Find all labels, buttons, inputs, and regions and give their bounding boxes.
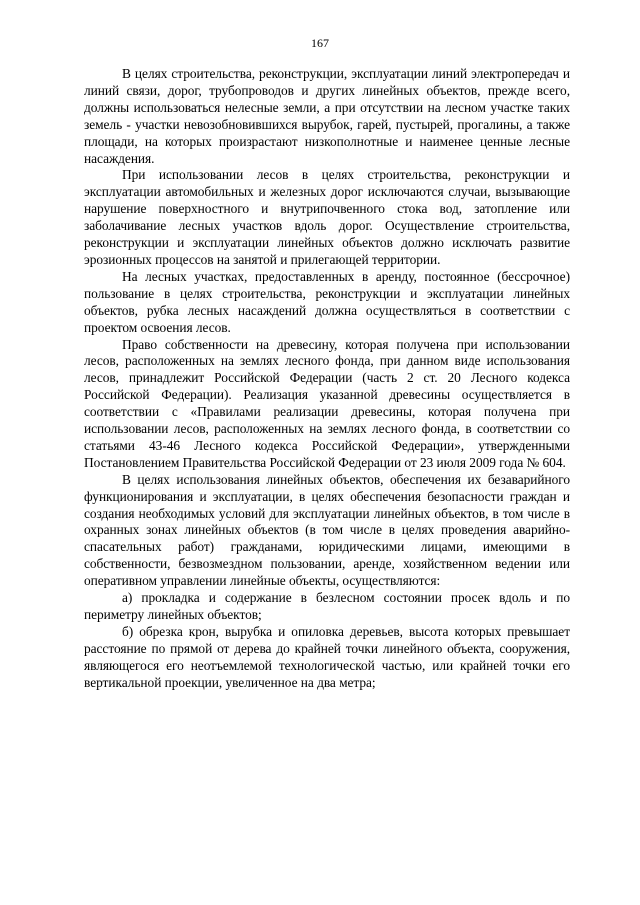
paragraph-leased-plots-felling: На лесных участках, предоставленных в аренду, постоянное (бессрочное) пользование в целях строительства, реконструкции и эксплуатации линейных объектов, рубка лесных насаждений должна осуществляться в соответствии с проектом освоения лесов. bbox=[84, 268, 570, 335]
paragraph-linear-objects-safety: В целях использования линейных объектов, обеспечения их безаварийного функционирования и эксплуатации, в целях обеспечения безопасности граждан и создания необходимых условий для эксплуатации линейных объектов, в том числе в охранных зонах линейных объектов (в том числе в целях проведения аварийно-спасательных работ) гражданами, юридическими лицами, имеющими в собственности, безвозмездном пользовании, аренде, хозяйственном ведении или оперативном управлении линейные объекты, осуществляются: bbox=[84, 471, 570, 589]
paragraph-timber-ownership: Право собственности на древесину, которая получена при использовании лесов, расположенных на землях лесного фонда, при данном виде использования лесов, принадлежит Российской Федерации (часть 2 ст. 20 Лесного кодекса Российской Федерации). Реализация указанной древесины осуществляется в соответствии с «Правилами реализации древесины, которая получена при использовании лесов, расположенных на землях лесного фонда, в соответствии со статьями 43-46 Лесного кодекса Российской Федерации», утвержденными Постановлением Правительства Российской Федерации от 23 июля 2009 года № 604. bbox=[84, 336, 570, 470]
paragraph-roads-water-runoff: При использовании лесов в целях строительства, реконструкции и эксплуатации автомобильных и железных дорог исключаются случаи, вызывающие нарушение поверхностного и внутрипочвенного стока вод, затопление или заболачивание лесных участков вдоль дорог. Осуществление строительства, реконструкции и эксплуатации линейных объектов должно исключать развитие эрозионных процессов на занятой и прилегающей территории. bbox=[84, 167, 570, 267]
paragraph-linear-objects-land: В целях строительства, реконструкции, эксплуатации линий электропередач и линий связи, дорог, трубопроводов и других линейных объектов, прежде всего, должны использоваться нелесные земли, а при отсутствии на лесном участке таких земель - участки невозобновившихся вырубок, гарей, пустырей, прогалины, а также площади, на которых произрастают низкополнотные и наименее ценные лесные насаждения. bbox=[84, 66, 570, 166]
list-item-b-tree-pruning: б) обрезка крон, вырубка и опиловка деревьев, высота которых превышает расстояние по прямой от дерева до крайней точки линейного объекта, сооружения, являющегося его неотъемлемой технологической частью, или крайней точки его вертикальной проекции, увеличенное на два метра; bbox=[84, 623, 570, 690]
list-item-a-clearings: а) прокладка и содержание в безлесном состоянии просек вдоль и по периметру линейных объектов; bbox=[84, 590, 570, 622]
document-body bbox=[84, 66, 570, 692]
page-number: 167 bbox=[311, 36, 329, 50]
